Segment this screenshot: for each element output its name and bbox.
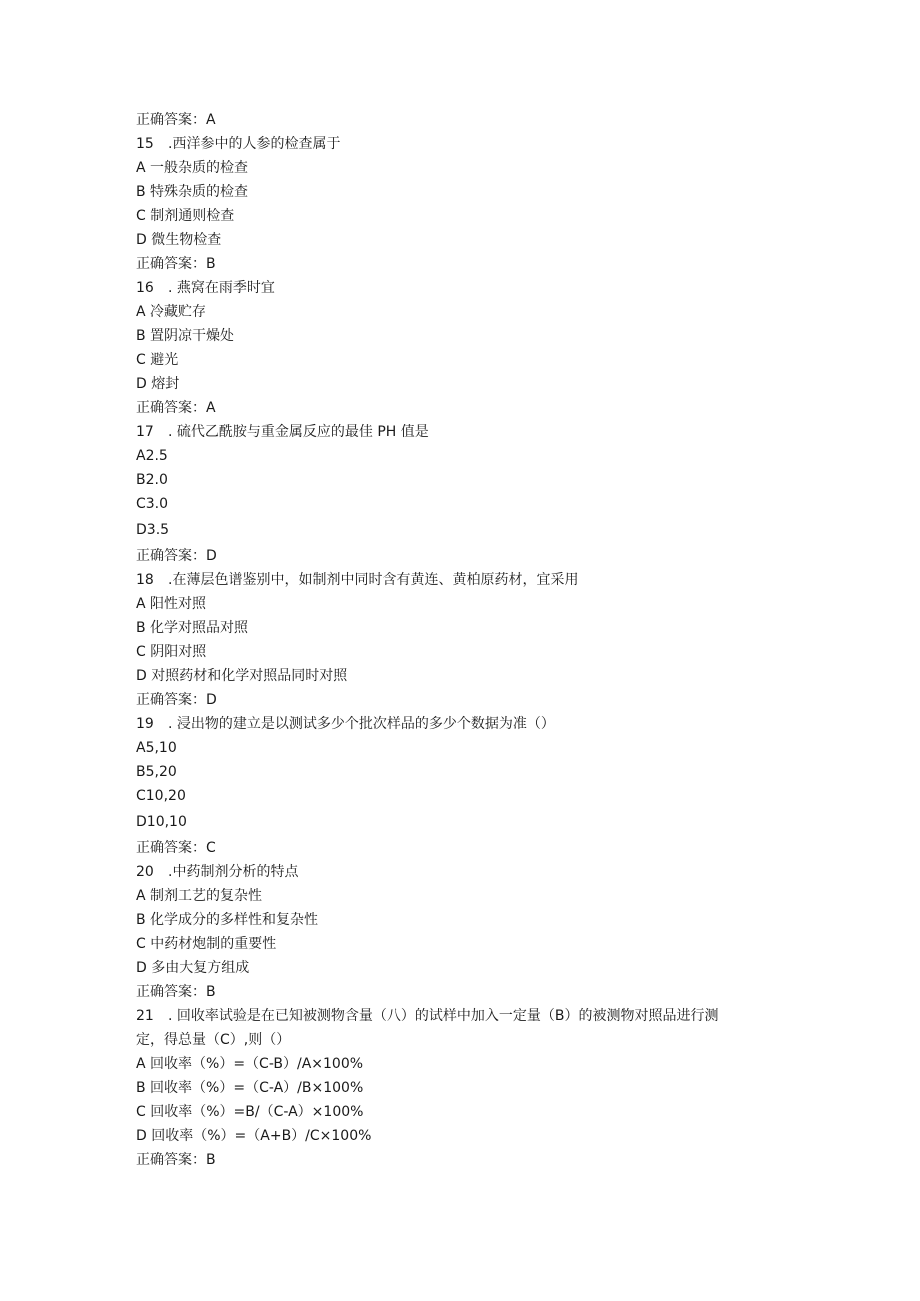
option-line: B 回收率（%）=（C-A）/B×100% [136,1080,364,1096]
answer-line: 正确答案：D [136,548,217,564]
option-line: A 回收率（%）=（C-B）/A×100% [136,1056,364,1072]
document-page [136,108,796,1172]
question-18 [136,568,796,592]
question-number: 15 [136,136,154,152]
question-number: 20 [136,864,154,880]
option-line: C10,20 [136,788,186,804]
option-line: C 回收率（%）=B/（C-A）×100% [136,1104,364,1120]
option-line: A 冷藏贮存 [136,304,207,320]
option-line: D 回收率（%）=（A+B）/C×100% [136,1128,372,1144]
option-line: A2.5 [136,448,168,464]
question-text: . 燕窝在雨季时宜 [168,280,275,296]
option-line: B 特殊杂质的检查 [136,184,249,200]
option-line: B 化学成分的多样性和复杂性 [136,912,319,928]
option-line: B 化学对照品对照 [136,620,249,636]
option-line: C 中药材炮制的重要性 [136,936,277,952]
question-20 [136,860,796,884]
option-line: D 对照药材和化学对照品同时对照 [136,668,348,684]
question-continuation: 定，得总量（C）,则（） [136,1032,291,1048]
question-number: 21 [136,1008,154,1024]
answer-line: 正确答案：A [136,112,216,128]
option-line: C 阴阳对照 [136,644,207,660]
option-line: C 避光 [136,352,179,368]
answer-line: 正确答案：B [136,984,216,1000]
option-line: A5,10 [136,740,177,756]
option-line: A 制剂工艺的复杂性 [136,888,263,904]
option-line: B2.0 [136,472,168,488]
answer-line: 正确答案：B [136,256,216,272]
option-line: C 制剂通则检查 [136,208,235,224]
answer-line: 正确答案：A [136,400,216,416]
question-number: 18 [136,572,154,588]
option-line: A 阳性对照 [136,596,207,612]
option-line: A 一般杂质的检查 [136,160,249,176]
answer-line: 正确答案：C [136,840,216,856]
question-text: . 回收率试验是在已知被测物含量（八）的试样中加入一定量（B）的被测物对照品进行测 [168,1008,719,1024]
option-line: D 微生物检查 [136,232,222,248]
answer-line: 正确答案：D [136,692,217,708]
answer-line: 正确答案：B [136,1152,216,1168]
option-line: C3.0 [136,496,169,512]
question-17 [136,420,796,444]
question-text: . 硫代乙酰胺与重金属反应的最佳 PH 值是 [168,424,429,440]
question-number: 19 [136,716,154,732]
question-text: .在薄层色谱鉴别中，如制剂中同时含有黄连、黄柏原药材，宜采用 [168,572,579,588]
option-line: B 置阴凉干燥处 [136,328,235,344]
option-line: D10,10 [136,814,187,830]
question-number: 17 [136,424,154,440]
option-line: D 熔封 [136,376,180,392]
option-line: D3.5 [136,522,170,538]
question-text: .中药制剂分析的特点 [168,864,299,880]
question-21 [136,1004,796,1028]
question-number: 16 [136,280,154,296]
option-line: B5,20 [136,764,177,780]
option-line: D 多由大复方组成 [136,960,250,976]
question-text: . 浸出物的建立是以测试多少个批次样品的多少个数据为准（） [168,716,555,732]
question-text: .西洋参中的人参的检查属于 [168,136,341,152]
question-19 [136,712,796,736]
question-15 [136,132,796,156]
question-16 [136,276,796,300]
